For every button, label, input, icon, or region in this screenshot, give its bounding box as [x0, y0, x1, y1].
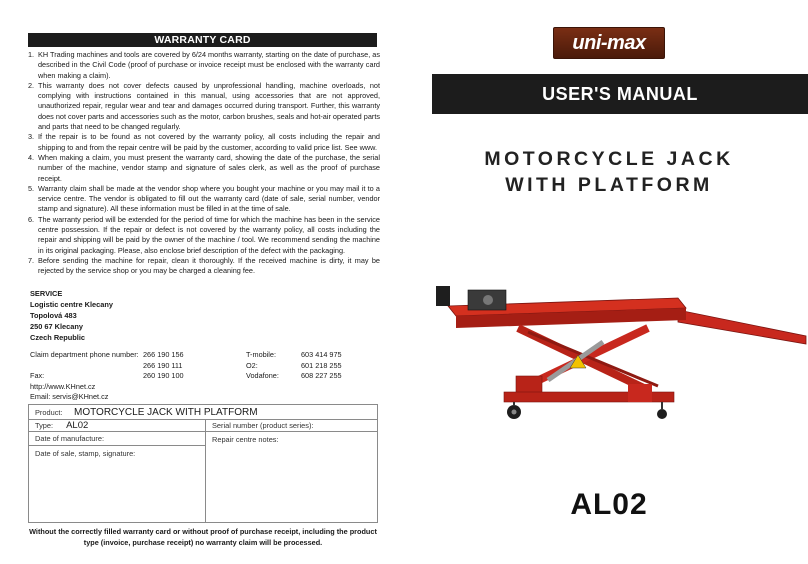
product-title-line-1: MOTORCYCLE JACK — [484, 148, 734, 170]
product-label: Product: — [35, 407, 63, 417]
date-of-sale-field[interactable]: Date of sale, stamp, signature: — [35, 448, 136, 458]
repair-notes-field[interactable]: Repair centre notes: — [212, 434, 279, 444]
contact-block — [30, 350, 380, 403]
warranty-form — [28, 404, 378, 523]
date-of-manufacture-field[interactable]: Date of manufacture: — [29, 432, 205, 446]
tmobile-label: T-mobile: — [246, 350, 277, 359]
warranty-term: 6. The warranty period will be extended for the period of time for which the machine has been in the service centre possession. If the repair or defect is not covered by the warranty policy, all costs including the repair and shipping will be paid by the owner of the machine / tool. We recommend sending the machine in its original packaging. Please, also enclose brief description of the defect with the packaging. — [28, 214, 380, 255]
users-manual-banner: USER'S MANUAL — [432, 74, 808, 114]
warranty-footnote: Without the correctly filled warranty card or without proof of purchase receipt, including the product type (invoice, purchase receipt) no warranty claim will be processed. — [29, 527, 377, 547]
product-value: MOTORCYCLE JACK WITH PLATFORM — [74, 406, 258, 418]
product-title — [434, 146, 784, 198]
service-address — [30, 288, 113, 343]
warranty-term: 2. This warranty does not cover defects caused by unprofessional handling, machine overloads, not complying with instructions contained in this manual, using accessories that are not approved, unauthorized repair, regular wear and tear and damages occurred during transport. Further, this warranty does not cover parts and accessories such as the motor, carbon brushes, seals and hot-air operated parts and parts that need to be changed regularly. — [28, 80, 380, 132]
website-link[interactable]: http://www.KHnet.cz — [30, 381, 96, 391]
service-title: SERVICE — [30, 289, 63, 298]
product-row — [29, 405, 377, 420]
uni-max-logo: uni-max — [553, 27, 665, 59]
warranty-term: 5. Warranty claim shall be made at the vendor shop where you bought your machine or you may mail it to a service centre. The vendor is obligated to fill out the warranty card (date of sale, serial number, vendor stamp and signature). All these information must be filled in at the time of sale. — [28, 183, 380, 214]
warranty-terms-list — [28, 50, 380, 277]
serial-number-field[interactable]: Serial number (product series): — [206, 420, 377, 432]
service-line: Topolová 483 — [30, 311, 77, 320]
model-number: AL02 — [570, 488, 648, 521]
tmobile-number: 603 414 975 — [301, 350, 342, 359]
email-link[interactable]: Email: servis@KHnet.cz — [30, 392, 109, 402]
vodafone-label: Vodafone: — [246, 371, 279, 381]
claim-phone-label: Claim department phone number: — [30, 350, 139, 359]
warranty-term: 3. If the repair is to be found as not covered by the warranty policy, all costs including the repair and shipping to and from the repair centre will be paid by the customer, according to valid price list. See www. — [28, 132, 380, 152]
type-value: AL02 — [66, 420, 89, 431]
type-label: Type: — [35, 421, 54, 430]
product-title-line-2: WITH PLATFORM — [505, 174, 713, 196]
warranty-term: 4. When making a claim, you must present the warranty card, showing the date of the purchase, the serial number of the machine, vendor stamp and signature of sales clerk, as well as the proof of purchase receipt. — [28, 152, 380, 183]
service-line: 250 67 Klecany — [30, 322, 84, 331]
warranty-term: 1. KH Trading machines and tools are covered by 6/24 months warranty, starting on the date of purchase, as described in the Civil Code (proof of purchase or invoice receipt must be enclosed with the warranty card when making a claim). — [28, 50, 380, 80]
motorcycle-jack-image — [428, 280, 808, 430]
warranty-card-header: WARRANTY CARD — [28, 33, 377, 47]
fax-label: Fax: — [30, 371, 45, 381]
claim-phone-2: 266 190 111 — [143, 360, 183, 370]
warranty-term: 7. Before sending the machine for repair, clean it thoroughly. If the received machine is dirty, it may be rejected by the service shop or you may be charged a cleaning fee. — [28, 255, 380, 276]
cover-page — [404, 0, 808, 564]
service-line: Logistic centre Klecany — [30, 300, 113, 309]
vodafone-number: 608 227 255 — [301, 371, 342, 381]
o2-number: 601 218 255 — [301, 360, 342, 370]
o2-label: O2: — [246, 360, 258, 370]
type-field — [29, 420, 205, 432]
service-line: Czech Republic — [30, 333, 86, 342]
fax-number: 260 190 100 — [143, 371, 184, 381]
claim-phone-1: 266 190 156 — [143, 350, 184, 359]
